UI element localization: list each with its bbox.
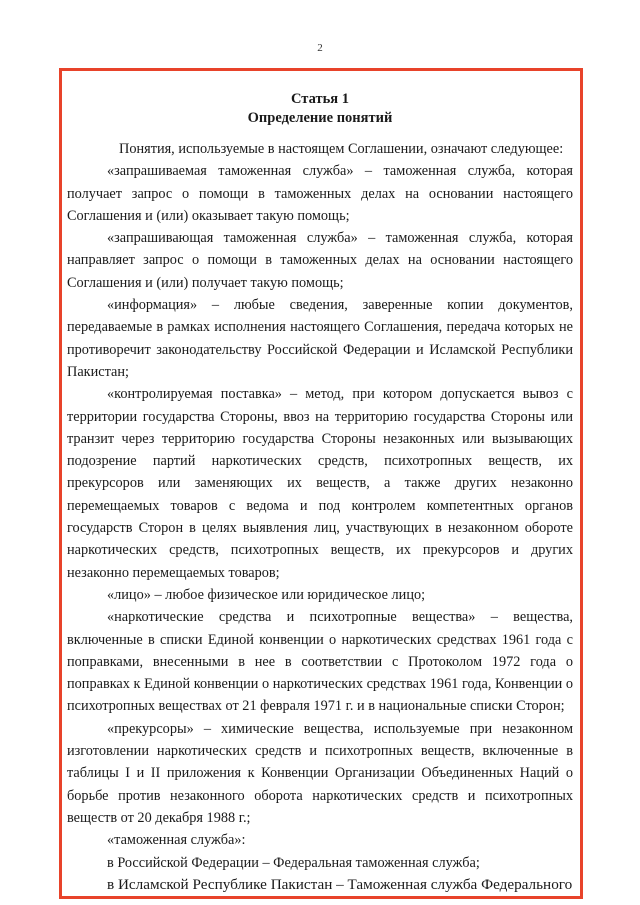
paragraph-requesting-customs: «запрашивающая таможенная служба» – таможенная служба, которая направляет запрос о помощи в таможенных делах на основании настоящего Соглашения и (или) получает такую помощь; xyxy=(67,230,573,291)
article-body xyxy=(67,138,573,896)
paragraph-customs-russia: в Российской Федерации – Федеральная таможенная служба; xyxy=(107,854,480,871)
paragraph-person: «лицо» – любое физическое или юридическое лицо; xyxy=(107,586,426,603)
paragraph-intro: Понятия, используемые в настоящем Соглашении, означают следующее: xyxy=(119,141,564,157)
paragraph-requested-customs: «запрашиваемая таможенная служба» – таможенная служба, которая получает запрос о помощи в таможенных делах на основании настоящего Соглашения и (или) оказывает такую помощь; xyxy=(67,163,573,224)
paragraph-customs-service: «таможенная служба»: xyxy=(107,832,246,849)
article-subtitle: Определение понятий xyxy=(247,110,393,126)
document-frame xyxy=(59,68,583,899)
paragraph-narcotics: «наркотические средства и психотропные вещества» – вещества, включенные в списки Единой конвенции о наркотических средствах 1961 года с поправками, внесенными в нее в соответствии с Протоколом 1972 года о поправках к Единой конвенции о наркотических средствах 1961 года, Конвенции о психотропных веществах от 21 февраля 1971 г. и в национальные списки Сторон; xyxy=(67,609,573,715)
article-content xyxy=(67,90,573,896)
paragraph-precursors: «прекурсоры» – химические вещества, используемые при незаконном изготовлении наркотических средств и психотропных веществ, включенные в таблицы I и II приложения к Конвенции Организации Объединенных Наций о борьбе против незаконного оборота наркотических средств и психотропных веществ от 20 декабря 1988 г.; xyxy=(67,720,573,826)
paragraph-customs-pakistan: в Исламской Республике Пакистан – Таможенная служба Федерального xyxy=(107,875,573,893)
page-number: 2 xyxy=(317,42,323,54)
paragraph-controlled-delivery: «контролируемая поставка» – метод, при котором допускается вывоз с территории государства Стороны, ввоз на территорию государства Стороны или транзит через территорию государства Стороны незаконных или вызывающих подозрение партий наркотических средств, психотропных веществ, их прекурсоров или заменяющих их веществ, а также других незаконно перемещаемых товаров с ведома и под контролем компетентных органов государств Сторон в целях выявления лиц, участвующих в незаконном обороте наркотических средств, психотропных веществ, их прекурсоров и других незаконно перемещаемых товаров; xyxy=(67,386,573,581)
paragraph-information: «информация» – любые сведения, заверенные копии документов, передаваемые в рамках исполнения настоящего Соглашения, передача которых не противоречит законодательству Российской Федерации и Исламской Республики Пакистан; xyxy=(67,297,573,380)
article-title: Статья 1 xyxy=(291,91,349,107)
